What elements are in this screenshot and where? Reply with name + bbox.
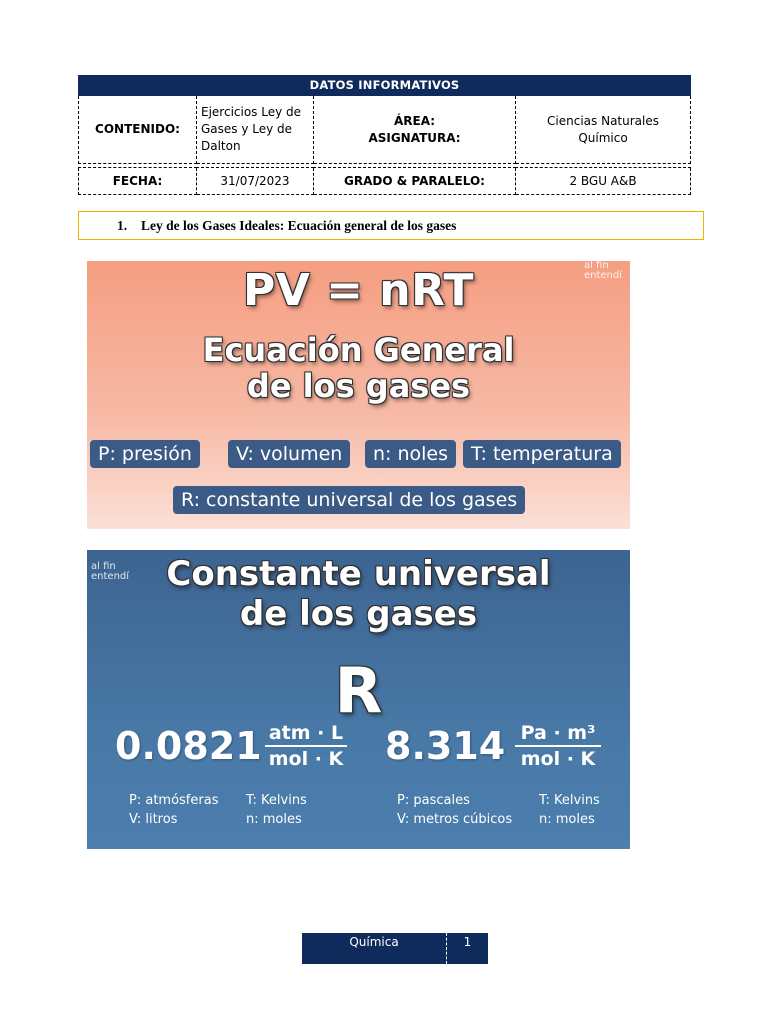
section-heading [78, 211, 704, 240]
logo-line-1: al fin [583, 261, 609, 271]
info-header: DATOS INFORMATIVOS [79, 76, 691, 96]
slide-ideal-gas-equation [87, 261, 630, 529]
chip-volume: V: volumen [228, 440, 350, 468]
legend-left-col2 [246, 791, 307, 829]
chip-temperature: T: temperatura [463, 440, 621, 468]
r-value-pa: 8.314 [385, 724, 506, 768]
fecha-value: 31/07/2023 [197, 168, 314, 195]
chip-gas-constant: R: constante universal de los gases [173, 486, 525, 514]
asignatura-label: ASIGNATURA: [368, 130, 461, 145]
footer-subject: Química [302, 933, 447, 964]
contenido-label: CONTENIDO: [79, 96, 197, 164]
slide1-title-line-2: de los gases [246, 367, 471, 405]
fraction-bar [265, 745, 347, 747]
logo-line-1: al fin [91, 561, 116, 572]
area-value-cell [516, 96, 691, 164]
area-label-cell [314, 96, 516, 164]
info-table [78, 75, 691, 195]
area-value: Ciencias Naturales [547, 113, 659, 128]
unit-numerator: atm · L [268, 722, 344, 744]
legend-left-col1 [129, 791, 218, 829]
section-number: 1. [117, 217, 128, 233]
chip-pressure: P: presión [90, 440, 200, 468]
constant-symbol: R [334, 654, 383, 727]
grado-value: 2 BGU A&B [516, 168, 691, 195]
slide1-title-line-1: Ecuación General [202, 331, 515, 369]
area-label: ÁREA: [393, 113, 436, 128]
legend-item: T: Kelvins [539, 793, 600, 808]
unit-denominator: mol · K [520, 748, 596, 770]
equation-title: PV = nRT [242, 265, 475, 316]
slide2-title-line-1: Constante universal [166, 554, 551, 594]
unit-denominator: mol · K [268, 748, 344, 770]
chip-moles: n: noles [365, 440, 456, 468]
r-unit-pa [515, 722, 601, 770]
asignatura-value: Químico [578, 130, 628, 145]
fraction-bar [515, 745, 601, 747]
legend-item: P: pascales [397, 793, 470, 808]
logo-line-2: entendí [583, 270, 622, 281]
slide-gas-constant [87, 550, 630, 849]
legend-item: V: litros [129, 812, 178, 827]
legend-item: n: moles [246, 812, 302, 827]
logo-line-2: entendí [91, 571, 130, 582]
fecha-label: FECHA: [79, 168, 197, 195]
legend-right-col1 [397, 791, 512, 829]
slide2-title-line-2: de los gases [239, 594, 478, 634]
legend-item: P: atmósferas [129, 793, 219, 808]
r-unit-atm [265, 722, 347, 770]
contenido-value: Ejercicios Ley de Gases y Ley de Dalton [197, 96, 314, 164]
page-footer [302, 933, 488, 964]
legend-item: V: metros cúbicos [397, 812, 513, 827]
unit-numerator: Pa · m³ [520, 722, 596, 744]
legend-item: T: Kelvins [246, 793, 307, 808]
r-value-atm: 0.0821 [115, 724, 262, 768]
legend-right-col2 [539, 791, 600, 829]
legend-item: n: moles [539, 812, 595, 827]
grado-label: GRADO & PARALELO: [314, 168, 516, 195]
page-number: 1 [463, 935, 472, 949]
section-title: Ley de los Gases Ideales: Ecuación general de los gases [141, 217, 457, 233]
